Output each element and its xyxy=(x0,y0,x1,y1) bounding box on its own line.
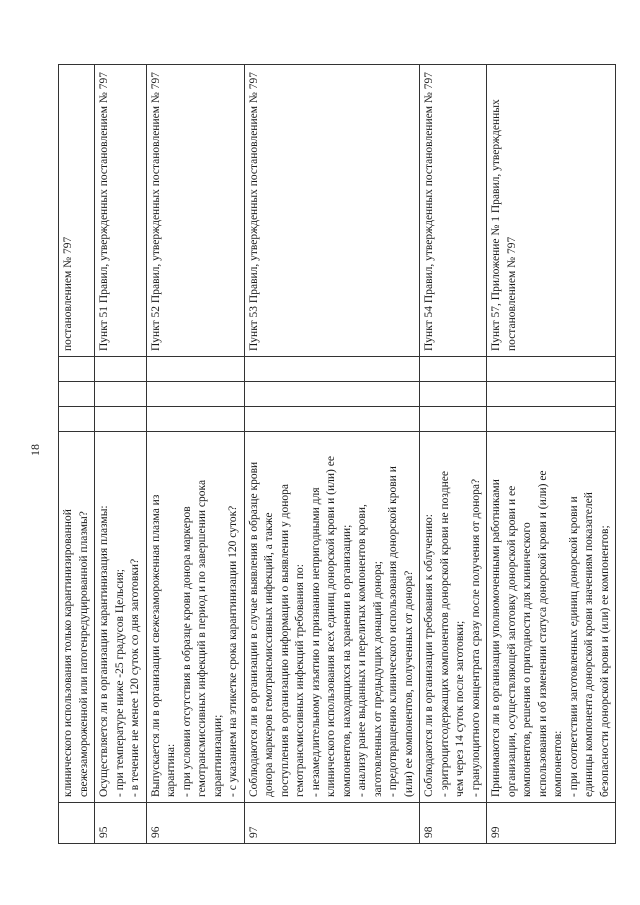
question-line: - при условии отсутствия в образце крови донора маркеров xyxy=(180,506,193,797)
answer-no-cell[interactable] xyxy=(420,382,487,407)
question-cell xyxy=(95,432,147,803)
table-row xyxy=(146,65,244,844)
question-line: (или) ее компонентов, полученных от донора? xyxy=(402,570,415,797)
answer-yes-cell[interactable] xyxy=(244,407,420,432)
answer-yes-cell[interactable] xyxy=(95,407,147,432)
row-number: 95 xyxy=(95,803,147,844)
page-number: 18 xyxy=(28,444,42,456)
reference-cell: Пункт 57, Приложение № 1 Правил, утвержденных постановлением № 797 xyxy=(487,65,616,357)
reference-cell: постановлением № 797 xyxy=(59,65,95,357)
question-line: компонентов: xyxy=(552,730,564,797)
question-cell xyxy=(487,432,616,803)
checklist-table-container xyxy=(58,64,611,844)
answer-no-cell[interactable] xyxy=(244,382,420,407)
question-line: - эритроцитсодержащих компонентов донорской крови не позднее xyxy=(438,471,451,797)
answer-na-cell[interactable] xyxy=(487,357,616,382)
question-cell xyxy=(146,432,244,803)
question-line: Выпускается ли в организации свежезамороженная плазма из xyxy=(149,494,162,797)
answer-no-cell[interactable] xyxy=(146,382,244,407)
question-line: Соблюдаются ли в организации требования к облучению: xyxy=(423,514,435,797)
question-line: заготовленных от предыдущих донаций донора; xyxy=(371,560,384,797)
question-line: - предотвращению клинического использования донорской крови и xyxy=(387,466,399,797)
question-line: - при температуре ниже -25 градусов Цельсия; xyxy=(113,569,126,797)
reference-cell: Пункт 51 Правил, утвержденных постановлением № 797 xyxy=(95,65,147,357)
table-row xyxy=(420,65,487,844)
question-line: - при соответствии заготовленных единиц донорской крови и xyxy=(567,496,580,797)
answer-na-cell[interactable] xyxy=(95,357,147,382)
question-line: - в течение не менее 120 суток со дня заготовки? xyxy=(129,558,141,797)
question-line: организации, осуществляющей заготовку донорской крови и ее xyxy=(505,485,518,797)
answer-yes-cell[interactable] xyxy=(487,407,616,432)
table-row xyxy=(95,65,147,844)
question-line: клинического использования только карантинизированной xyxy=(62,509,74,797)
question-cell xyxy=(59,432,95,803)
checklist-table xyxy=(58,64,616,844)
answer-no-cell[interactable] xyxy=(95,382,147,407)
answer-yes-cell[interactable] xyxy=(146,407,244,432)
reference-cell: Пункт 54 Правил, утвержденных постановлением № 797 xyxy=(420,65,487,357)
question-line: компонентов, находящихся на хранении в организации; xyxy=(340,524,353,797)
answer-na-cell[interactable] xyxy=(59,357,95,382)
row-number xyxy=(59,803,95,844)
row-number: 97 xyxy=(244,803,420,844)
answer-yes-cell[interactable] xyxy=(420,407,487,432)
question-line: свежезамороженной или патогенредуцированной плазмы? xyxy=(77,511,90,797)
answer-na-cell[interactable] xyxy=(420,357,487,382)
row-number: 98 xyxy=(420,803,487,844)
question-line: безопасности донорской крови и (или) ее компонентов; xyxy=(598,525,611,797)
question-line: единицы компонента донорской крови значениям показателей xyxy=(583,492,595,797)
question-line: донора маркеров гемотрансмиссивных инфекций, а также xyxy=(263,512,275,797)
question-line: - с указанием на этикетке срока карантинизации 120 суток? xyxy=(227,505,239,797)
answer-no-cell[interactable] xyxy=(59,382,95,407)
question-line: Принимаются ли в организации уполномоченными работниками xyxy=(490,479,502,797)
answer-na-cell[interactable] xyxy=(244,357,420,382)
row-number: 96 xyxy=(146,803,244,844)
table-row xyxy=(487,65,616,844)
answer-na-cell[interactable] xyxy=(146,357,244,382)
answer-no-cell[interactable] xyxy=(487,382,616,407)
question-line: карантина: xyxy=(165,743,177,797)
question-line: - незамедлительному изъятию и признанию непригодными для xyxy=(309,487,322,797)
answer-yes-cell[interactable] xyxy=(59,407,95,432)
row-number: 99 xyxy=(487,803,616,844)
question-line: использования и об изменении статуса донорской крови и (или) ее xyxy=(536,470,549,797)
question-line: гемотрансмиссивных инфекций в период и по завершении срока xyxy=(196,479,208,797)
question-line: Соблюдаются ли в организации в случае выявления в образце крови xyxy=(247,461,260,797)
question-line: гемотрансмиссивных инфекций требования по: xyxy=(294,564,306,797)
question-line: Осуществляется ли в организации карантинизация плазмы: xyxy=(98,505,110,797)
question-line: чем через 14 суток после заготовки; xyxy=(454,620,466,797)
question-cell xyxy=(420,432,487,803)
table-row xyxy=(244,65,420,844)
reference-cell: Пункт 53 Правил, утвержденных постановлением № 797 xyxy=(244,65,420,357)
question-line: - гранулоцитного концентрата сразу после получения от донора? xyxy=(469,478,482,797)
question-line: карантинизации; xyxy=(211,714,224,797)
question-cell xyxy=(244,432,420,803)
table-row xyxy=(59,65,95,844)
question-line: - анализу ранее выданных и перелитых компонентов крови, xyxy=(356,504,368,797)
question-line: компонентов, решения о пригодности для клинического xyxy=(521,522,533,797)
question-line: клинического использования всех единиц донорской крови и (или) ее xyxy=(325,456,337,797)
question-line: поступления в организацию информации о выявлении у донора xyxy=(278,484,291,797)
reference-cell: Пункт 52 Правил, утвержденных постановлением № 797 xyxy=(146,65,244,357)
